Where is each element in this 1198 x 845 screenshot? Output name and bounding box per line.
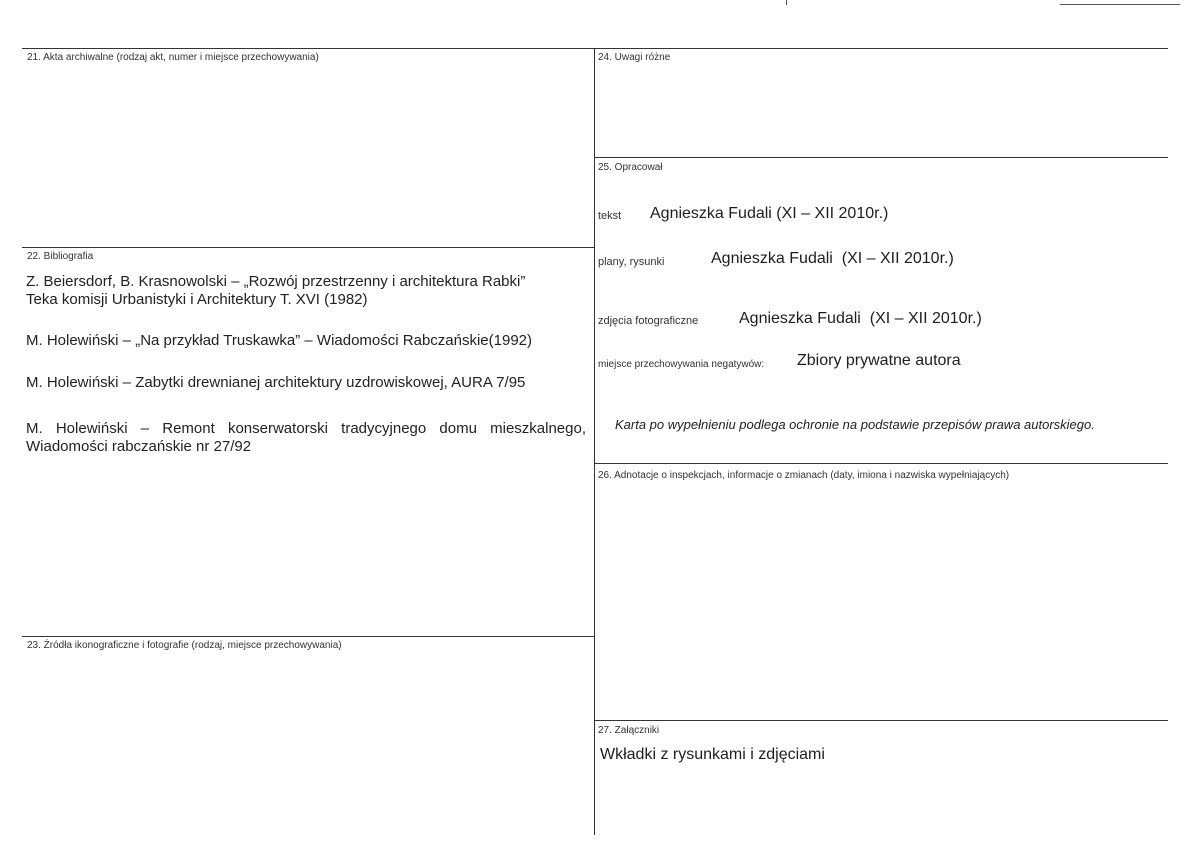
plany-value: Agnieszka Fudali (XI – XII 2010r.)	[711, 250, 954, 267]
rule-22	[22, 247, 594, 248]
bibliography-entry-4-line1: M. Holewiński – Remont konserwatorski tradycyjnego domu mieszkalnego,	[26, 420, 586, 437]
s26-label: 26. Adnotacje o inspekcjach, informacje o zmianach (daty, imiona i nazwiska wypełniających)	[598, 470, 1010, 481]
bibliography-entry-2	[26, 332, 586, 350]
s27-label: 27. Załączniki	[598, 725, 660, 736]
plany-label: plany, rysunki	[598, 256, 665, 268]
rule-26	[594, 463, 1168, 464]
tekst-label: tekst	[598, 210, 622, 222]
s25-label: 25. Opracował	[598, 162, 663, 173]
s23-label: 23. Źródła ikonograficzne i fotografie (rodzaj, miejsce przechowywania)	[27, 640, 342, 651]
bibliography-entry-3-line1: M. Holewiński – Zabytki drewnianej architektury uzdrowiskowej, AURA 7/95	[26, 374, 526, 391]
s24-label: 24. Uwagi różne	[598, 52, 671, 63]
top-edge-line	[1060, 4, 1180, 5]
tekst-value: Agnieszka Fudali (XI – XII 2010r.)	[650, 205, 889, 222]
bibliography-entry-2-line1: M. Holewiński – „Na przykład Truskawka” – Wiadomości Rabczańskie(1992)	[26, 332, 533, 349]
column-divider	[594, 48, 595, 835]
bibliography-entry-4	[26, 420, 586, 456]
rule-23	[22, 636, 594, 637]
rule-25	[594, 157, 1168, 158]
zdjecia-label: zdjęcia fotograficzne	[598, 315, 699, 327]
negatywy-label: miejsce przechowywania negatywów:	[598, 359, 765, 370]
rule-27	[594, 720, 1168, 721]
top-tick	[786, 0, 787, 5]
s21-label: 21. Akta archiwalne (rodzaj akt, numer i miejsce przechowywania)	[27, 52, 319, 63]
negatywy-value: Zbiory prywatne autora	[797, 352, 961, 369]
zalaczniki-value: Wkładki z rysunkami i zdjęciami	[600, 746, 825, 763]
bibliography-entry-1	[26, 273, 586, 309]
bibliography-entry-3	[26, 374, 586, 392]
zdjecia-value: Agnieszka Fudali (XI – XII 2010r.)	[739, 310, 982, 327]
s22-label: 22. Bibliografia	[27, 251, 94, 262]
bibliography-entry-4-line2: Wiadomości rabczańskie nr 27/92	[26, 438, 252, 455]
rule-21	[22, 48, 1168, 49]
bibliography-entry-1-line1: Z. Beiersdorf, B. Krasnowolski – „Rozwój przestrzenny i architektura Rabki”	[26, 273, 526, 290]
bibliography-entry-1-line2: Teka komisji Urbanistyki i Architektury T. XVI (1982)	[26, 291, 368, 308]
copyright-note: Karta po wypełnieniu podlega ochronie na podstawie przepisów prawa autorskiego.	[615, 417, 1095, 432]
